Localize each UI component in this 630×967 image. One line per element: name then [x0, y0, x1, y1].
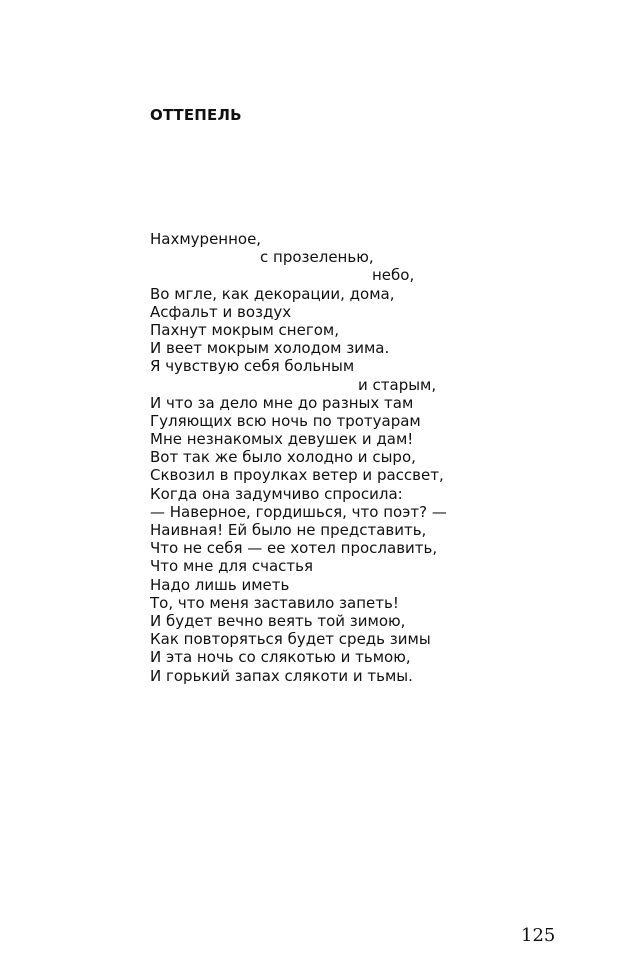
poem-line: Мне незнакомых девушек и дам!	[150, 430, 414, 449]
poem-line: с прозеленью,	[260, 248, 374, 267]
poem-line: Я чувствую себя больным	[150, 357, 355, 376]
poem-line: И эта ночь со слякотью и тьмою,	[150, 648, 411, 667]
poem-line: Когда она задумчиво спросила:	[150, 484, 403, 503]
poem-line: небо,	[372, 266, 415, 285]
poem-line: И горький запах слякоти и тьмы.	[150, 666, 413, 685]
page-number: 125	[521, 925, 556, 946]
poem-line: И что за дело мне до разных там	[150, 393, 414, 412]
poem-line: Во мгле, как декорации, дома,	[150, 284, 395, 303]
poem-line: И будет вечно веять той зимою,	[150, 611, 406, 630]
poem-line: Вот так же было холодно и сыро,	[150, 448, 416, 467]
poem-line: Надо лишь иметь	[150, 575, 290, 594]
poem-line: Наивная! Ей было не представить,	[150, 521, 427, 539]
poem-line: — Наверное, гордишься, что поэт? —	[150, 502, 447, 521]
poem-body	[150, 230, 480, 685]
poem-line: Нахмуренное,	[150, 230, 262, 248]
poem-line: Асфальт и воздух	[150, 302, 292, 321]
poem-line: и старым,	[358, 375, 437, 394]
poem-line: Что мне для счастья	[150, 557, 313, 576]
poem-title: ОТТЕПЕЛЬ	[150, 106, 242, 124]
poem-line: То, что меня заставило запеть!	[150, 593, 399, 612]
poem-line: И веет мокрым холодом зима.	[150, 339, 390, 358]
poem-line: Гуляющих всю ночь по тротуарам	[150, 411, 421, 430]
poem-line: Пахнут мокрым снегом,	[150, 320, 339, 339]
poem-line: Как повторяться будет средь зимы	[150, 630, 431, 649]
poem-line: Сквозил в проулках ветер и рассвет,	[150, 466, 444, 485]
poem-line: Что не себя — ее хотел прославить,	[150, 539, 438, 558]
